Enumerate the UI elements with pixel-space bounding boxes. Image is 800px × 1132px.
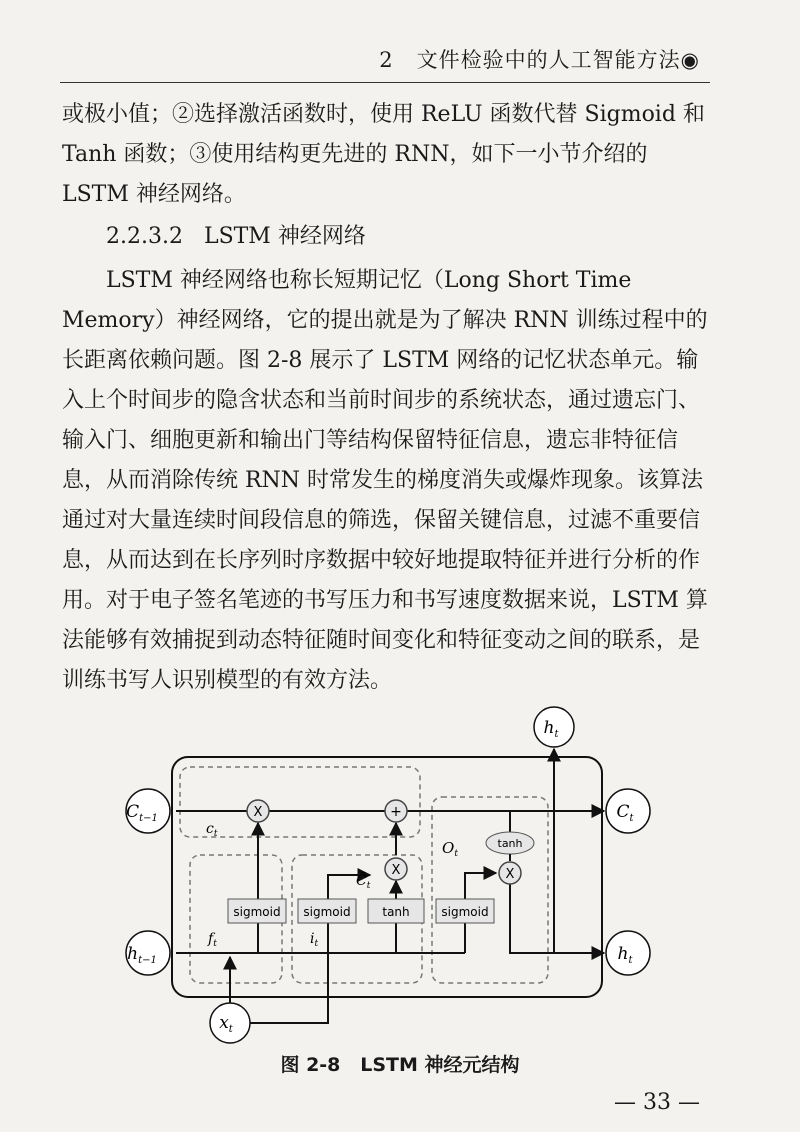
section-heading (62, 215, 712, 259)
h-out-right-label: $h_t$ (617, 944, 633, 966)
x-input-node (210, 1003, 250, 1043)
chapter-title: 文件检验中的人工智能方法◉ (416, 48, 700, 72)
header-rule (60, 82, 710, 83)
forget-sigmoid-label: sigmoid (233, 905, 281, 919)
x-input-branch (230, 875, 370, 1023)
c-prev-label: $C_{t-1}$ (126, 802, 158, 824)
h-prev-label: $h_{t-1}$ (127, 944, 157, 966)
main-paragraph: LSTM 神经网络也称长短期记忆（Long Short Time Memory）神经网络，它的提出就是为了解决 RNN 训练过程中的长距离依赖问题。图 2-8 展示了 LSTM 网络的记忆状态单元。输入上个时间步的隐含状态和当前时间步的系统状态，通过遗忘门、输入门、细胞更新和输出门等结构保留特征信息，遗忘非特征信息，从而消除传统 RNN 时常发生的梯度消失或爆炸现象。该算法通过对大量连续时间段信息的筛选，保留关键信息，过滤不重要信息，从而达到在长序列时序数据中较好地提取特征并进行分析的作用。对于电子签名笔迹的书写压力和书写速度数据来说，LSTM 算法能够有效捕捉到动态特征随时间变化和特征变动之间的联系，是训练书写人识别模型的有效方法。 (62, 268, 708, 693)
f-t-label: $f_t$ (208, 931, 217, 949)
output-mult-label: X (505, 867, 515, 882)
cell-box (172, 757, 602, 997)
output-gate-region (432, 797, 548, 983)
caption-number: 图 2-8 (280, 1054, 341, 1076)
hidden-output-line (510, 873, 604, 953)
page-number: — 33 — (614, 1090, 700, 1115)
section-number: 2.2.3.2 (106, 224, 183, 249)
forget-region (180, 767, 420, 837)
running-header (379, 44, 700, 74)
caption-title: LSTM 神经元结构 (360, 1054, 520, 1076)
output-tanh-label: tanh (497, 837, 523, 850)
output-sig-to-mult (465, 873, 496, 899)
c-t-inner-label: $c_t$ (206, 821, 218, 839)
tanh-label: tanh (382, 905, 410, 919)
forget-mult-label: X (253, 805, 263, 820)
input-mult-label: X (391, 863, 401, 878)
chapter-number: 2 (379, 48, 394, 72)
plus-label: + (390, 804, 402, 820)
o-t-label: $O_t$ (442, 839, 458, 859)
body-text (62, 95, 712, 701)
continuation-paragraph: 或极小值；②选择激活函数时，使用 ReLU 函数代替 Sigmoid 和 Tanh 函数；③使用结构更先进的 RNN，如下一小节介绍的 LSTM 神经网络。 (62, 102, 705, 207)
c-tilde-label: $C̃_t$ (356, 873, 371, 891)
figure-caption (0, 1050, 800, 1077)
section-title: LSTM 神经网络 (203, 224, 366, 249)
x-input-label: $x_t$ (219, 1013, 233, 1035)
lstm-diagram (120, 705, 680, 1045)
h-out-top-label: $h_t$ (543, 718, 559, 740)
output-sigmoid-label: sigmoid (441, 905, 489, 919)
input-sigmoid-label: sigmoid (303, 905, 351, 919)
c-out-label: $C_t$ (616, 802, 634, 824)
i-t-label: $i_t$ (310, 931, 319, 949)
